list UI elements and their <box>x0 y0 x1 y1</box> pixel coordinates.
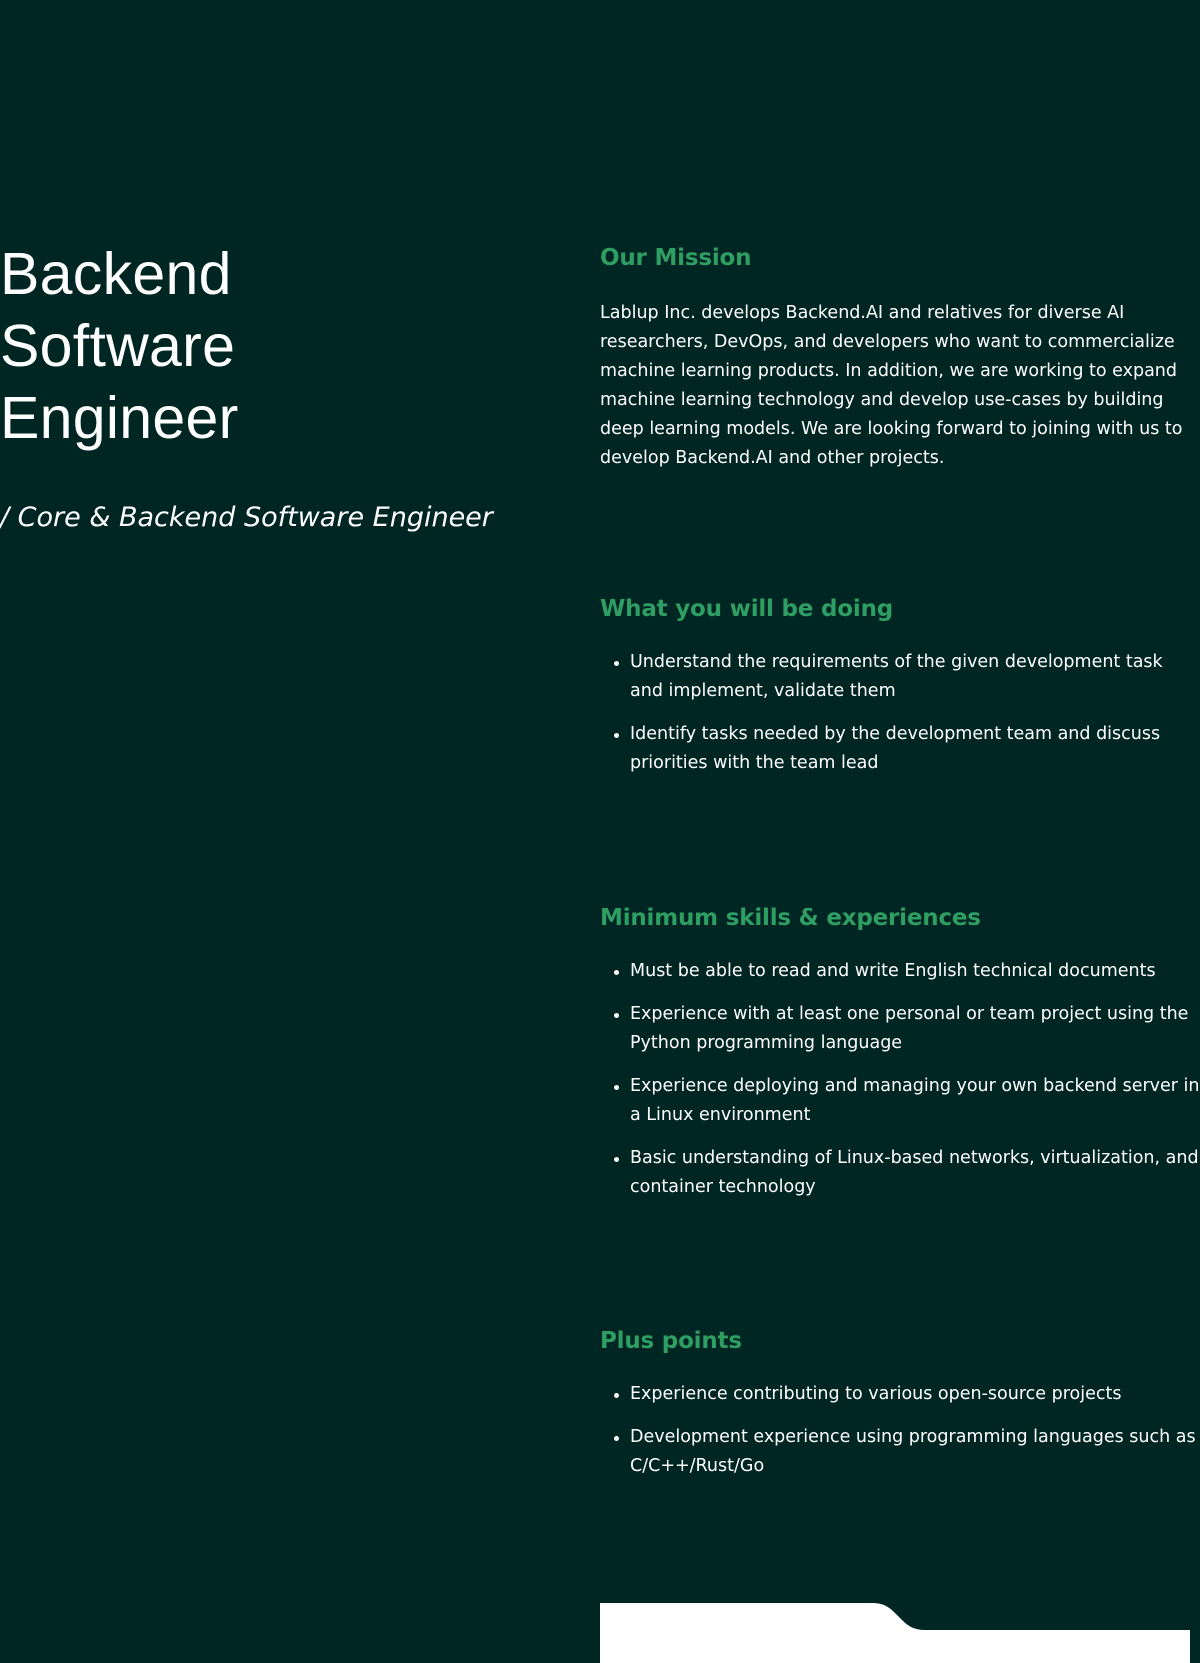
list-item: Experience with at least one personal or team project using the Python programming language <box>600 1000 1200 1058</box>
responsibilities-list <box>600 648 1200 778</box>
list-item: Development experience using programming languages such as C/C++/Rust/Go <box>600 1423 1200 1481</box>
job-title-line: Backend <box>0 241 232 307</box>
mission-heading: Our Mission <box>600 245 752 271</box>
job-subtitle: / Core & Backend Software Engineer <box>0 502 493 533</box>
job-header <box>0 238 560 536</box>
job-title-line: Software <box>0 313 236 379</box>
plus-points-list <box>600 1380 1200 1481</box>
list-item: Understand the requirements of the given development task and implement, validate them <box>600 648 1200 706</box>
job-title-line: Engineer <box>0 385 239 451</box>
plus-points-section <box>600 1326 1200 1495</box>
list-item: Experience deploying and managing your own backend server in a Linux environment <box>600 1072 1200 1130</box>
responsibilities-heading: What you will be doing <box>600 596 894 622</box>
mission-section <box>600 243 1200 473</box>
responsibilities-section <box>600 594 1200 792</box>
list-item: Identify tasks needed by the development team and discuss priorities with the team lead <box>600 720 1200 778</box>
list-item: Basic understanding of Linux-based networks, virtualization, and container technology <box>600 1144 1200 1202</box>
plus-points-heading: Plus points <box>600 1328 742 1354</box>
requirements-section <box>600 903 1200 1216</box>
list-item: Experience contributing to various open-source projects <box>600 1380 1200 1409</box>
list-item: Must be able to read and write English technical documents <box>600 957 1200 986</box>
job-title <box>0 238 560 454</box>
requirements-list <box>600 957 1200 1202</box>
apply-panel-shape <box>600 1603 1190 1663</box>
requirements-heading: Minimum skills & experiences <box>600 905 981 931</box>
apply-panel-top <box>600 1603 1190 1663</box>
mission-body: Lablup Inc. develops Backend.AI and relatives for diverse AI researchers, DevOps, and developers who want to commercialize machine learning products. In addition, we are working to expand machine learning technology and develop use-cases by building deep learning models. We are looking forward to joining with us to develop Backend.AI and other projects. <box>600 303 1183 468</box>
